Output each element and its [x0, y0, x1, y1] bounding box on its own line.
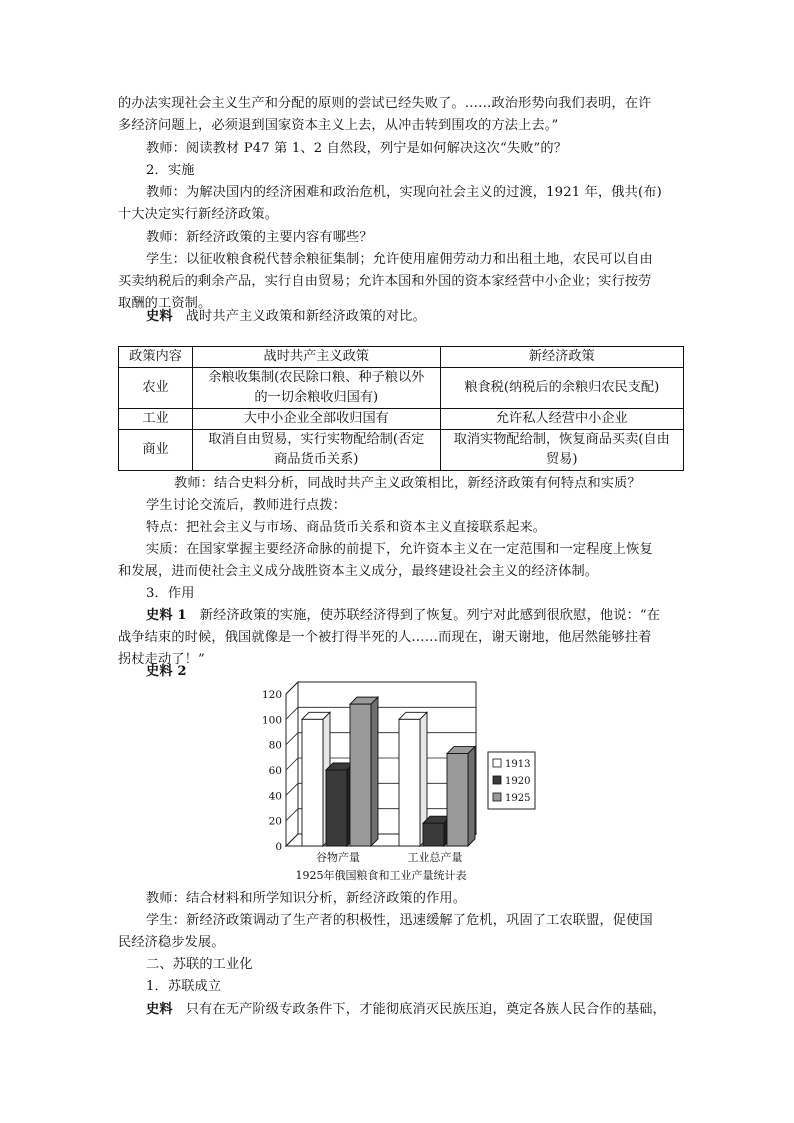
- text-line: 学生讨论交流后，教师进行点拨：: [146, 498, 347, 513]
- text-line: [146, 307, 426, 327]
- text-line: [146, 606, 660, 626]
- table-cell: 粮食税(纳税后的余粮归农民支配): [440, 368, 683, 409]
- table-cell: 取消自由贸易，实行实物配给制(否定 商品货币关系): [193, 430, 441, 471]
- bar: [423, 823, 444, 846]
- section-heading: 3．作用: [146, 586, 195, 601]
- source-label: 史料: [146, 1002, 173, 1017]
- bar: [326, 770, 347, 846]
- y-tick-label: 120: [261, 689, 282, 701]
- text-line: 学生：新经济政策调动了生产者的积极性，迅速缓解了危机，巩固了工农联盟，促使国: [146, 913, 653, 928]
- source-text: 只有在无产阶级专政条件下，才能彻底消灭民族压迫，奠定各族人民合作的基础，: [185, 1002, 666, 1017]
- text-line: 十大决定实行新经济政策。: [118, 207, 279, 222]
- bar: [447, 754, 468, 846]
- legend-label: 1913: [505, 759, 531, 770]
- bar-side: [468, 747, 475, 846]
- text-line: 教师：结合材料和所学知识分析，新经济政策的作用。: [146, 891, 467, 906]
- bar: [399, 719, 420, 846]
- text-line: 教师：结合史料分析，同战时共产主义政策相比，新经济政策有何特点和实质？: [174, 476, 641, 491]
- section-heading: 二、苏联的工业化: [146, 957, 253, 972]
- text-line: 多经济问题上，必须退到国家资本主义上去，从冲击转到围攻的方法上去。”: [118, 118, 559, 133]
- text-line: 学生：以征收粮食税代替余粮征集制；允许使用雇佣劳动力和出租土地，农民可以自由: [146, 252, 653, 267]
- legend-label: 1920: [505, 776, 531, 787]
- bar-chart: [256, 681, 676, 891]
- table-cell: 余粮收集制(农民除口粮、种子粮以外 的一切余粮收归国有): [193, 368, 441, 409]
- source-label: 史料 2: [146, 664, 187, 679]
- text-line: 和发展，进而使社会主义成分战胜资本主义成分，最终建设社会主义的经济体制。: [118, 564, 599, 579]
- text-line: 取酬的工资制。: [118, 296, 212, 311]
- table-cell: 取消实物配给制，恢复商品买卖(自由 贸易): [440, 430, 683, 471]
- text-line: 民经济稳步发展。: [118, 935, 225, 950]
- legend-swatch: [493, 759, 501, 767]
- y-tick-label: 0: [275, 841, 282, 853]
- table-row: [119, 409, 684, 430]
- text-line: 实质：在国家掌握主要经济命脉的前提下，允许资本主义在一定范围和一定程度上恢复: [146, 542, 653, 557]
- y-tick-label: 60: [268, 765, 282, 777]
- table-cell: 农业: [119, 368, 193, 409]
- text-line: [146, 1000, 666, 1020]
- table-header-row: [119, 347, 684, 368]
- table-header: 新经济政策: [440, 347, 683, 368]
- table-header: 战时共产主义政策: [193, 347, 441, 368]
- text-line: 教师：新经济政策的主要内容有哪些？: [146, 230, 373, 245]
- text-line: 特点：把社会主义与市场、商品货币关系和资本主义直接联系起来。: [146, 520, 547, 535]
- text-line: 教师：为解决国内的经济困难和政治危机，实现向社会主义的过渡，1921 年，俄共(布): [146, 185, 662, 200]
- table-row: [119, 430, 684, 471]
- chart-caption: 1925年俄国粮食和工业产量统计表: [295, 869, 467, 882]
- text-line: 的办法实现社会主义生产和分配的原则的尝试已经失败了。……政治形势向我们表明，在许: [118, 96, 652, 111]
- legend-swatch: [493, 776, 501, 784]
- text-line: 战争结束的时候，俄国就像是一个被打得半死的人……而现在，谢天谢地，他居然能够拄着: [118, 630, 652, 645]
- table-cell: 商业: [119, 430, 193, 471]
- table-header: 政策内容: [119, 347, 193, 368]
- source-text: 战时共产主义政策和新经济政策的对比。: [185, 309, 426, 324]
- table-cell: 大中小企业全部收归国有: [193, 409, 441, 430]
- y-tick-label: 80: [268, 739, 282, 752]
- y-tick-label: 40: [268, 790, 282, 803]
- table-cell: 允许私人经营中小企业: [440, 409, 683, 430]
- x-tick-label: 谷物产量: [316, 851, 360, 864]
- x-tick-label: 工业总产量: [407, 851, 463, 864]
- source-label: 史料 1: [146, 608, 187, 623]
- table-row: [119, 368, 684, 409]
- legend-swatch: [493, 793, 501, 801]
- legend-label: 1925: [505, 793, 531, 804]
- y-tick-label: 20: [268, 815, 282, 828]
- text-line: 买卖纳税后的剩余产品，实行自由贸易；允许本国和外国的资本家经营中小企业；实行按劳: [118, 274, 652, 289]
- source-text: 新经济政策的实施，使苏联经济得到了恢复。列宁对此感到很欣慰，他说：“在: [199, 608, 661, 623]
- bar: [302, 719, 323, 846]
- bar-side: [371, 697, 378, 846]
- section-heading: 2．实施: [146, 163, 195, 178]
- text-line: 教师：阅读教材 P47 第 1、2 自然段，列宁是如何解决这次“失败”的？: [146, 141, 568, 156]
- y-tick-label: 100: [261, 714, 282, 727]
- table-cell: 工业: [119, 409, 193, 430]
- section-heading: 1．苏联成立: [146, 979, 222, 994]
- text-line: 拐杖走动了！”: [118, 652, 205, 667]
- policy-comparison-table: [118, 346, 684, 471]
- source-label: 史料: [146, 309, 173, 324]
- bar: [350, 704, 371, 846]
